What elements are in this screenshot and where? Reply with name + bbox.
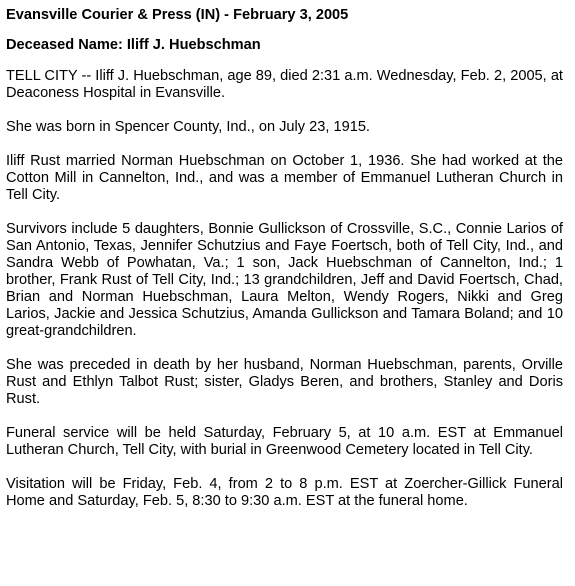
paragraph-survivors: Survivors include 5 daughters, Bonnie Gullickson of Crossville, S.C., Connie Larios of San Antonio, Texas, Jennifer Schutzius and Faye Foertsch, both of Tell City, Ind., and Sandra Webb of Powhatan, Va.; 1 son, Jack Huebschman of Cannelton, Ind.; 1 brother, Frank Rust of Tell City, Ind.; 13 grandchildren, Jeff and David Foertsch, Chad, Brian and Norman Huebschman, Laura Melton, Wendy Rogers, Nikki and Greg Larios, Jackie and Jessica Schutzius, Amanda Gullickson and Tamara Boland; and 10 great-grandchildren. xyxy=(6,221,563,339)
paragraph-funeral-service: Funeral service will be held Saturday, February 5, at 10 a.m. EST at Emmanuel Lutheran Church, Tell City, with burial in Greenwood Cemetery located in Tell City. xyxy=(6,425,563,458)
paragraph-death-notice: TELL CITY -- Iliff J. Huebschman, age 89, died 2:31 a.m. Wednesday, Feb. 2, 2005, at Deaconess Hospital in Evansville. xyxy=(6,68,563,101)
paragraph-preceded-in-death: She was preceded in death by her husband, Norman Huebschman, parents, Orville Rust and Ethlyn Talbot Rust; sister, Gladys Beren, and brothers, Stanley and Doris Rust. xyxy=(6,357,563,407)
paragraph-visitation: Visitation will be Friday, Feb. 4, from 2 to 8 p.m. EST at Zoercher-Gillick Funeral Home and Saturday, Feb. 5, 8:30 to 9:30 a.m. EST at the funeral home. xyxy=(6,476,563,509)
source-heading: Evansville Courier & Press (IN) - February 3, 2005 xyxy=(6,7,349,23)
deceased-name-heading: Deceased Name: Iliff J. Huebschman xyxy=(6,37,261,53)
paragraph-marriage-work: Iliff Rust married Norman Huebschman on October 1, 1936. She had worked at the Cotton Mill in Cannelton, Ind., and was a member of Emmanuel Lutheran Church in Tell City. xyxy=(6,153,563,203)
paragraph-birth: She was born in Spencer County, Ind., on July 23, 1915. xyxy=(6,119,370,135)
